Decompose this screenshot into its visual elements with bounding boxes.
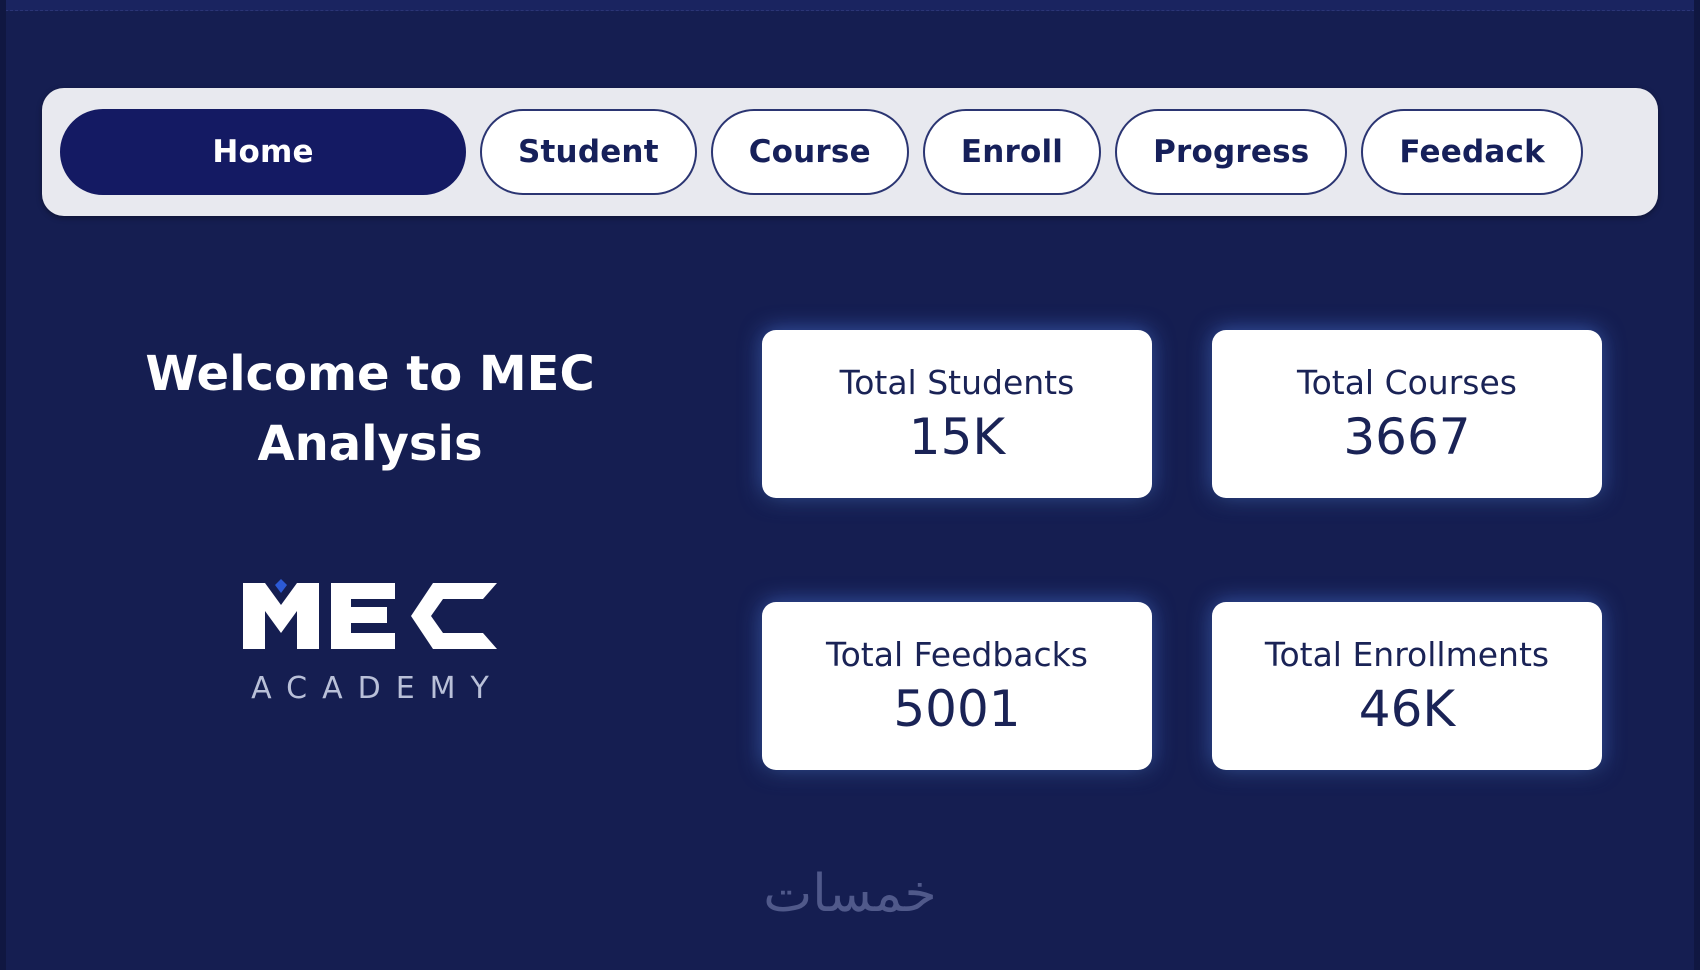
stat-label: Total Feedbacks — [826, 634, 1088, 674]
mec-logo-icon — [235, 571, 505, 661]
nav-item-label: Student — [518, 134, 659, 170]
stat-value: 5001 — [893, 679, 1021, 738]
stat-value: 46K — [1358, 679, 1456, 738]
nav-item-student[interactable] — [480, 109, 697, 195]
hero-section — [120, 340, 620, 706]
nav-item-label: Enroll — [960, 134, 1064, 170]
stat-card-total-enrollments[interactable] — [1212, 602, 1602, 770]
stat-label: Total Enrollments — [1264, 634, 1550, 674]
nav-item-home[interactable] — [60, 109, 466, 195]
top-border-strip — [0, 0, 1700, 11]
stat-card-total-feedbacks[interactable] — [762, 602, 1152, 770]
main-navbar — [42, 88, 1658, 216]
stat-card-total-students[interactable] — [762, 330, 1152, 498]
nav-item-feedack[interactable] — [1361, 109, 1582, 195]
stat-label: Total Students — [839, 362, 1075, 402]
nav-item-label: Progress — [1153, 134, 1310, 170]
nav-item-label: Course — [748, 134, 871, 170]
watermark-text: خمسات — [763, 864, 937, 924]
nav-item-label: Feedack — [1399, 134, 1545, 170]
brand-logo — [120, 571, 620, 706]
nav-item-enroll[interactable] — [923, 109, 1101, 195]
stat-card-total-courses[interactable] — [1212, 330, 1602, 498]
main-content — [0, 330, 1700, 850]
stat-label: Total Courses — [1297, 362, 1517, 402]
stat-value: 15K — [908, 407, 1006, 466]
brand-subtitle: ACADEMY — [251, 671, 504, 707]
nav-item-label: Home — [212, 134, 314, 170]
page-title: Welcome to MEC Analysis — [145, 346, 595, 472]
stats-grid — [762, 330, 1642, 770]
nav-item-course[interactable] — [711, 109, 909, 195]
nav-item-progress[interactable] — [1115, 109, 1347, 195]
stat-value: 3667 — [1343, 407, 1471, 466]
